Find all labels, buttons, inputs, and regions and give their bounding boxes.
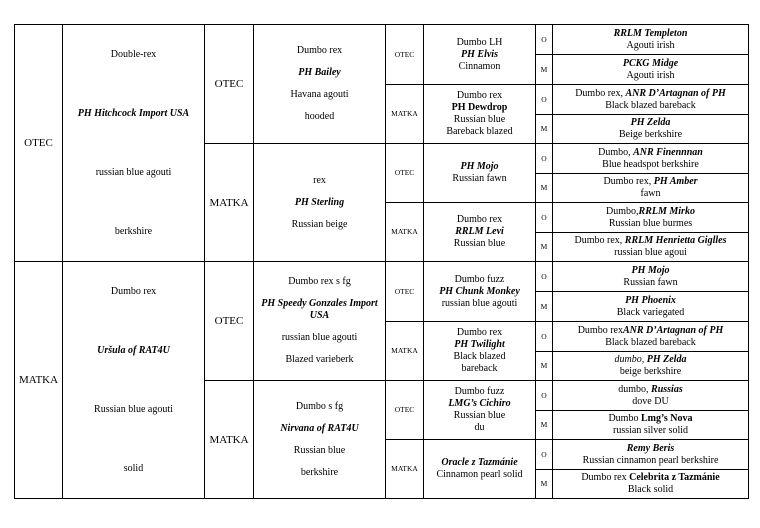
dam-parent-cell	[63, 262, 205, 499]
ancestor-name: PH Dewdrop	[451, 102, 508, 113]
ancestor-name: Lmg’s Nova	[640, 413, 693, 424]
grandsire-variety: Dumbo rex s fg	[288, 276, 351, 287]
ancestor-cell	[424, 440, 536, 499]
sire-parent-cell	[63, 25, 205, 262]
ancestor-name: Remy Beris	[626, 442, 675, 454]
ancestor-cell	[424, 322, 536, 381]
role-label: MATKA	[205, 381, 254, 499]
role-label: OTEC	[205, 25, 254, 144]
ancestor-cell	[424, 381, 536, 440]
ancestor-variety: Dumbo rex	[581, 472, 630, 483]
great-grandparent-cell	[553, 115, 749, 144]
dam-name: Uršula of RAT4U	[97, 344, 170, 356]
dam-variety: Dumbo rex	[110, 285, 157, 297]
sex-mark: O	[536, 262, 553, 292]
ancestor-color: Black blazed bareback	[605, 99, 696, 111]
great-grandparent-cell	[553, 381, 749, 411]
ancestor-color: Russian blue	[453, 238, 506, 249]
ancestor-color: Black blazed	[453, 351, 506, 362]
sex-mark: O	[536, 85, 553, 115]
grandsire-cell	[254, 262, 386, 381]
grandsire-cell	[254, 25, 386, 144]
ancestor-color: Black blazed bareback	[605, 336, 696, 348]
great-grandparent-cell	[553, 352, 749, 381]
grandsire-name: PH Speedy Gonzales Import USA	[261, 298, 378, 321]
great-grandparent-cell	[553, 233, 749, 262]
great-grandparent-cell	[553, 440, 749, 470]
role-label: MATKA	[386, 203, 424, 262]
ancestor-name: LMG’s Cichiro	[448, 398, 511, 409]
role-label: OTEC	[386, 381, 424, 440]
role-label: MATKA	[386, 440, 424, 499]
great-grandparent-cell	[553, 85, 749, 115]
sex-mark: O	[536, 322, 553, 352]
role-label: OTEC	[386, 25, 424, 85]
grandsire-color: Havana agouti	[290, 89, 349, 100]
role-label: OTEC	[205, 262, 254, 381]
great-grandparent-cell	[553, 25, 749, 55]
ancestor-marking: du	[474, 422, 485, 433]
ancestor-color: Russian fawn	[623, 276, 678, 288]
sex-mark: M	[536, 470, 553, 499]
ancestor-color: dove DU	[632, 395, 669, 407]
sex-mark: O	[536, 440, 553, 470]
ancestor-marking: Bareback blazed	[446, 126, 513, 137]
sex-mark: M	[536, 352, 553, 381]
ancestor-name: PH Amber	[653, 176, 698, 187]
ancestor-color: fawn	[640, 188, 661, 199]
ancestor-variety: dumbo,	[618, 383, 652, 395]
granddam-color: Russian blue	[293, 444, 346, 456]
ancestor-variety: Dumbo rex,	[575, 87, 626, 99]
ancestor-color: Agouti irish	[626, 39, 675, 51]
ancestor-name: PCKG Midge	[622, 57, 679, 69]
granddam-cell	[254, 144, 386, 262]
pedigree-table	[14, 24, 749, 499]
ancestor-color: Blue headspot berkshire	[602, 158, 699, 170]
ancestor-name: PH Mojo	[460, 161, 499, 172]
ancestor-name: PH Zelda	[630, 117, 671, 128]
ancestor-name: PH Elvis	[461, 48, 498, 60]
ancestor-name: ANR D’Artagnan of PH	[625, 87, 726, 99]
great-grandparent-cell	[553, 144, 749, 174]
ancestor-color: Russian fawn	[452, 173, 507, 184]
role-label: MATKA	[386, 85, 424, 144]
grandsire-name: PH Bailey	[298, 67, 341, 78]
ancestor-variety: Dumbo fuzz	[454, 273, 505, 285]
ancestor-name: PH Twilight	[454, 339, 505, 350]
ancestor-color: Cinnamon	[458, 60, 501, 72]
ancestor-name: PH Mojo	[631, 264, 670, 276]
ancestor-name: RRLM Levi	[455, 226, 504, 237]
ancestor-name: ANR Finennnan	[633, 146, 703, 158]
ancestor-name: ANR D’Artagnan of PH	[622, 324, 724, 336]
ancestor-color: Russian blue	[453, 114, 506, 125]
ancestor-cell	[424, 25, 536, 85]
ancestor-variety: Dumbo rex,	[574, 235, 625, 246]
ancestor-color: russian silver solid	[613, 425, 688, 436]
granddam-name: Nirvana of RAT4U	[280, 422, 359, 434]
sex-mark: M	[536, 55, 553, 85]
sex-mark: M	[536, 174, 553, 203]
ancestor-cell	[424, 144, 536, 203]
great-grandparent-cell	[553, 55, 749, 85]
sire-name: PH Hitchcock Import USA	[77, 107, 190, 119]
sire-label: OTEC	[15, 25, 63, 262]
ancestor-name: PH Zelda	[646, 354, 687, 365]
ancestor-cell	[424, 85, 536, 144]
ancestor-name: Celebrita z Tazmánie	[629, 472, 720, 483]
granddam-variety: Dumbo s fg	[295, 400, 344, 412]
sire-variety: Double-rex	[110, 48, 157, 60]
ancestor-variety: Dumbo rex	[456, 214, 503, 225]
ancestor-color: beige berkshire	[619, 366, 682, 377]
granddam-marking: berkshire	[300, 466, 339, 478]
role-label: MATKA	[205, 144, 254, 262]
ancestor-variety: Dumbo rex,	[603, 176, 654, 187]
great-grandparent-cell	[553, 174, 749, 203]
ancestor-variety: Dumbo,	[606, 205, 639, 217]
dam-label: MATKA	[15, 262, 63, 499]
great-grandparent-cell	[553, 292, 749, 322]
dam-color: Russian blue agouti	[94, 403, 173, 415]
ancestor-color: Black solid	[627, 484, 674, 495]
granddam-name: PH Sterling	[294, 196, 345, 208]
ancestor-color: Agouti irish	[626, 69, 675, 81]
ancestor-color: russian blue agoui	[614, 247, 687, 258]
ancestor-name: Russias	[651, 383, 683, 395]
ancestor-name: PH Phoenix	[625, 294, 676, 306]
ancestor-variety: Dumbo rex	[456, 90, 503, 101]
dam-marking: solid	[123, 462, 144, 474]
ancestor-variety: Dumbo rex	[577, 324, 623, 336]
sex-mark: O	[536, 25, 553, 55]
ancestor-color: Russian blue burmes	[608, 217, 693, 229]
ancestor-color: Cinnamon pearl solid	[436, 469, 523, 480]
ancestor-cell	[424, 262, 536, 322]
role-label: MATKA	[386, 322, 424, 381]
ancestor-color: russian blue agouti	[441, 297, 518, 309]
ancestor-variety: Dumbo,	[598, 146, 634, 158]
grandsire-variety: Dumbo rex	[296, 45, 343, 56]
ancestor-variety: Dumbo fuzz	[454, 386, 505, 397]
sex-mark: O	[536, 381, 553, 411]
ancestor-name: RRLM Henrietta Giglles	[624, 235, 727, 246]
ancestor-name: PH Chunk Monkey	[439, 285, 520, 297]
ancestor-variety: Dumbo rex	[456, 327, 503, 338]
sire-marking: berkshire	[114, 225, 153, 237]
great-grandparent-cell	[553, 470, 749, 499]
ancestor-name: RRLM Templeton	[613, 27, 688, 39]
ancestor-cell	[424, 203, 536, 262]
sex-mark: O	[536, 203, 553, 233]
great-grandparent-cell	[553, 411, 749, 440]
ancestor-name: RRLM Mirko	[638, 205, 695, 217]
sex-mark: M	[536, 233, 553, 262]
grandsire-marking: hooded	[304, 111, 335, 122]
ancestor-variety: dumbo,	[614, 354, 647, 365]
sex-mark: M	[536, 411, 553, 440]
role-label: OTEC	[386, 262, 424, 322]
ancestor-color: Russian blue	[453, 410, 506, 421]
great-grandparent-cell	[553, 262, 749, 292]
sex-mark: O	[536, 144, 553, 174]
great-grandparent-cell	[553, 203, 749, 233]
granddam-variety: rex	[313, 174, 326, 186]
granddam-cell	[254, 381, 386, 499]
great-grandparent-cell	[553, 322, 749, 352]
sire-color: russian blue agouti	[95, 166, 172, 178]
grandsire-marking: Blazed varieberk	[285, 354, 354, 365]
sex-mark: M	[536, 292, 553, 322]
ancestor-color: Black variegated	[616, 306, 685, 318]
grandsire-color: russian blue agouti	[281, 332, 358, 343]
ancestor-marking: bareback	[461, 363, 498, 374]
ancestor-variety: Dumbo LH	[456, 36, 503, 48]
ancestor-color: Russian cinnamon pearl berkshire	[582, 454, 719, 466]
ancestor-name: Oracle z Tazmánie	[441, 457, 518, 468]
sex-mark: M	[536, 115, 553, 144]
ancestor-color: Beige berkshire	[618, 129, 683, 140]
granddam-color: Russian beige	[291, 218, 348, 230]
role-label: OTEC	[386, 144, 424, 203]
ancestor-variety: Dumbo	[608, 413, 641, 424]
